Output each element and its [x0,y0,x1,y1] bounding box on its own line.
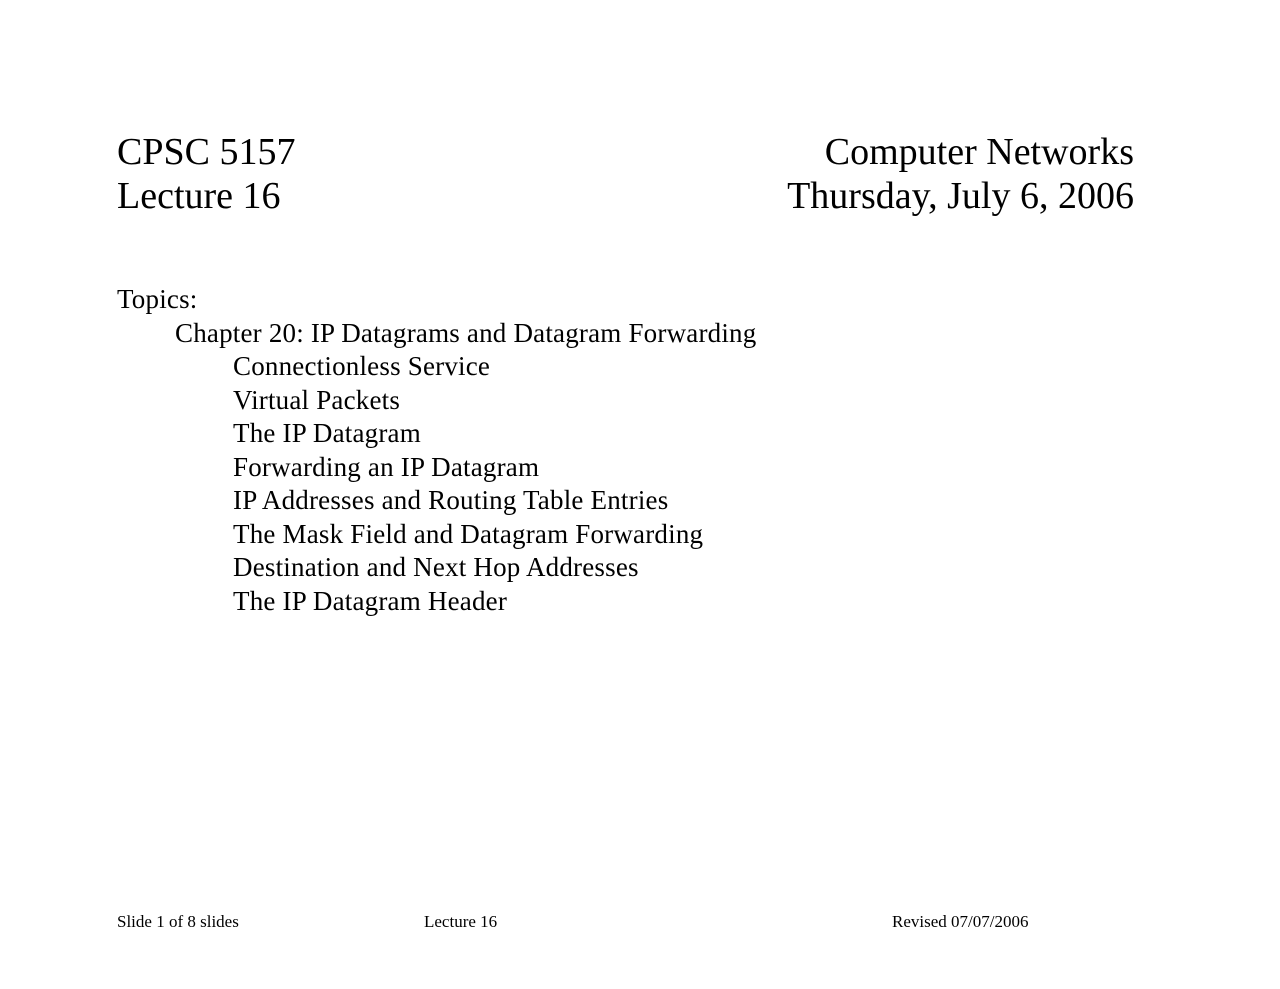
course-code: CPSC 5157 [117,131,296,173]
slide-counter: Slide 1 of 8 slides [117,912,239,931]
topic-item: The IP Datagram Header [233,586,508,616]
topic-item: Destination and Next Hop Addresses [233,552,639,582]
topic-item: Forwarding an IP Datagram [233,452,540,482]
chapter-heading: Chapter 20: IP Datagrams and Datagram Forwarding [175,318,757,348]
course-title: Computer Networks [824,131,1134,173]
lecture-number: Lecture 16 [117,175,281,217]
topic-item: The Mask Field and Datagram Forwarding [233,519,704,549]
revised-date: Revised 07/07/2006 [892,912,1029,931]
topics-label: Topics: [117,284,198,314]
topic-item: The IP Datagram [233,418,421,448]
topic-item: IP Addresses and Routing Table Entries [233,485,669,515]
topic-item: Connectionless Service [233,351,491,381]
lecture-date: Thursday, July 6, 2006 [787,175,1134,217]
topic-item: Virtual Packets [233,385,401,415]
footer-lecture: Lecture 16 [424,912,498,931]
